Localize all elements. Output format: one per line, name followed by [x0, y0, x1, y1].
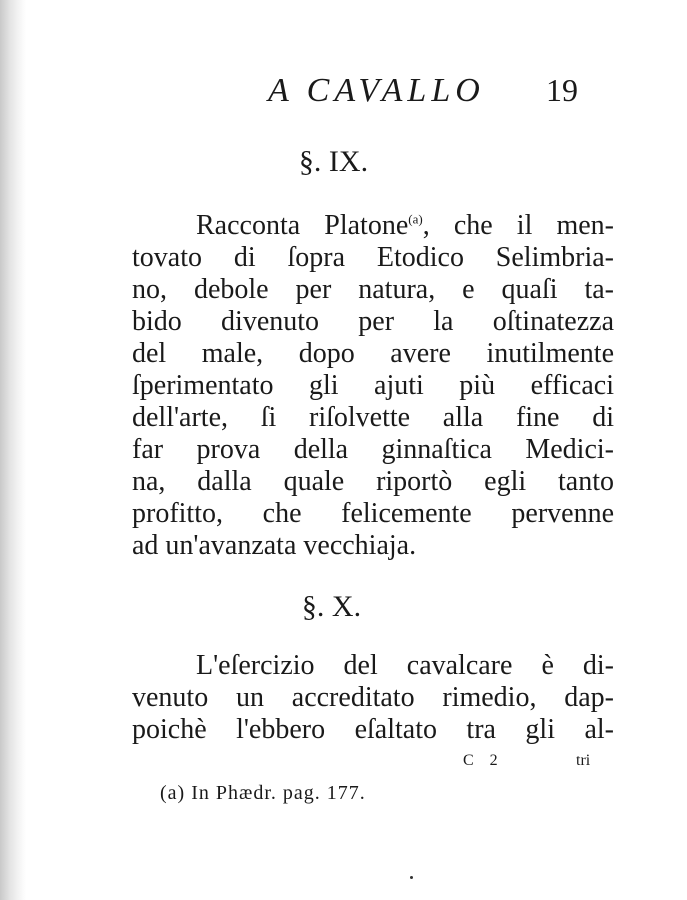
- text-line: venuto un accreditato rimedio, dap-: [132, 682, 614, 713]
- running-title: A CAVALLO: [268, 72, 485, 109]
- text-fragment: Racconta Platone: [196, 210, 409, 241]
- footnote-reference: (a): [408, 211, 423, 227]
- catchword: tri: [576, 752, 591, 769]
- text-fragment: , che il men-: [422, 210, 614, 241]
- section-heading-x: §. X.: [301, 590, 362, 623]
- ink-speck: [410, 876, 413, 879]
- text-line: del male, dopo avere inutilmente: [132, 338, 614, 369]
- text-line: profitto, che felicemente pervenne: [132, 498, 614, 529]
- text-line: ſperimentato gli ajuti più efficaci: [132, 370, 614, 401]
- paragraph-section-x: [132, 650, 614, 746]
- signature-row: [0, 752, 687, 776]
- text-line: no, debole per natura, e quaſi ta-: [132, 274, 614, 305]
- running-header: [0, 72, 687, 122]
- text-line: ad un'avanzata vecchiaja.: [132, 530, 417, 561]
- text-line: L'eſercizio del cavalcare è di-: [196, 650, 614, 681]
- footnote: (a) In Phædr. pag. 177.: [160, 782, 366, 804]
- printer-signature-mark: C 2: [463, 752, 504, 769]
- text-line: far prova della ginnaſtica Medici-: [132, 434, 614, 465]
- text-line: dell'arte, ſi riſolvette alla fine di: [132, 402, 614, 433]
- text-line: poichè l'ebbero eſaltato tra gli al-: [132, 714, 614, 745]
- paragraph-section-ix: [132, 210, 614, 562]
- section-heading-ix: §. IX.: [298, 145, 369, 178]
- text-line: bido divenuto per la oſtinatezza: [132, 306, 614, 337]
- text-line: tovato di ſopra Etodico Selimbria-: [132, 242, 614, 273]
- page-number: 19: [546, 72, 578, 108]
- text-line: na, dalla quale riportò egli tanto: [132, 466, 614, 497]
- text-line: [132, 210, 614, 242]
